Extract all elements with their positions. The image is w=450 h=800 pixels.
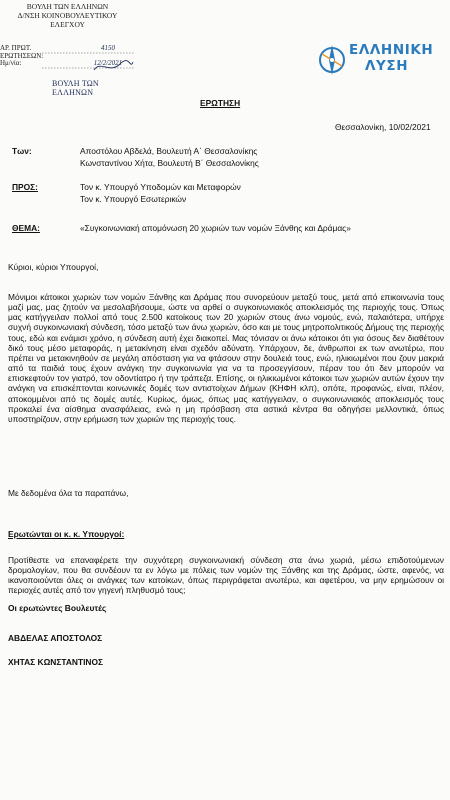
question-paragraph <box>8 555 444 596</box>
signer-1: ΑΒΔΕΛΑΣ ΑΠΟΣΤΟΛΟΣ <box>8 633 103 643</box>
signers-header: Οι ερωτώντες Βουλευτές <box>8 603 107 613</box>
stamp-org-line2: Δ/ΝΣΗ ΚΟΙΝΟΒΟΥΛΕΥΤΙΚΟΥ ΕΛΕΓΧΟΥ <box>17 11 118 29</box>
body-text: Μόνιμοι κάτοικοι χωριών των νομών Ξάνθης και Δράμας που συνορεύουν μεταξύ τους, μετά από επικοινωνία τους μαζί μας, μας ζητούν να μεσολαβήσουμε, ώστε να αρθεί ο συγκοινωνιακός αποκλεισμός της περιοχής τους. Όπως μας κατήγγειλαν πολλοί από τους 2.500 κατοίκους των 20 χωριών στους άνω νομούς, ενώ, παλαιότερα, υπήρχε συχνή συγκοινωνιακή σύνδεση, τόσο μεταξύ των άνω χωριών, όσο και με τους μητροπολιτικούς Δήμους της περιοχής τους, εδώ και ενάμισι χρόνο, η σύνδεση αυτή έχει διακοπεί. Μας τόνισαν οι άνω κάτοικοι ότι για όσους δεν διαθέτουν δικό τους μέσο μεταφοράς, η μετακίνηση είναι σχεδόν αδύνατη. Υπάρχουν, δε, άνθρωποι εκ των ανωτέρω, που πρέπει να μετακινηθούν σε μεγάλη απόσταση για να φτάσουν στην δουλειά τους, ενώ, ηλικιωμένοι που ζουν μακριά από τα παιδιά τους έχουν ανάγκη την συγκοινωνία για να τα προσεγγίσουν, πέραν του ότι δεν μπορούν να επισκεφτούν τον γιατρό, τον οδοντίατρο ή την τράπεζα. Επίσης, οι ηλικιωμένοι κάτοικοι των χωριών αυτών έχουν την ανάγκη να επισκέπτονται κοινωνικές δομές των αντιστοίχων Δήμων (ΚΗΦΗ κλπ), οπότε, προφανώς, είναι, πλέον, αποκομμένοι από τις δομές αυτές. Κυρίως, όμως, όπως μας κατήγγειλαν, ο συγκοινωνιακός αποκλεισμός τους προκαλεί ένα αίσθημα ανασφάλειας, ενώ η μη πρόσβαση στα αστικά κέντρα θα οδηγήσει μελλοντικά, όπως υποστηρίζουν, στην ερήμωση των χωριών της περιοχής τους. <box>8 292 444 424</box>
signer-2: ΧΗΤΑΣ ΚΩΝΣΤΑΝΤΙΝΟΣ <box>8 657 103 667</box>
given-line: Με δεδομένα όλα τα παραπάνω, <box>8 488 129 498</box>
to-line-2: Τον κ. Υπουργό Εσωτερικών <box>80 194 187 204</box>
protocol-stamp <box>0 2 135 97</box>
stamp-seal-text: ΒΟΥΛΗ ΤΩΝ ΕΛΛΗΝΩΝ <box>52 79 99 97</box>
party-logo <box>318 40 446 82</box>
stamp-protocol-number: 4150 <box>101 44 115 52</box>
stamp-date-label: Ημ/νία: <box>0 59 22 67</box>
compass-icon <box>318 40 348 80</box>
question-text: Προτίθεστε να επαναφέρετε την συχνότερη συγκοινωνιακή σύνδεση στα άνω χωριά, μέσω επιδοτούμενων δρομολογίων, που θα συνδέουν τα εν λόγω με πόλεις των νομών της Ξάνθης και της Δράμας, ώστε, αφενός, να ικανοποιούνται όλες οι ανάγκες των κατοίκων, όπως περιγράφεται ανωτέρω, και αφετέρου, να μην ερημώσουν οι περιοχές αυτές από τον γηγενή πληθυσμό τους; <box>8 555 444 596</box>
to-label: ΠΡΟΣ: <box>12 182 38 192</box>
body-paragraph <box>8 292 444 424</box>
from-line-1: Αποστόλου Αβδελά, Βουλευτή Α΄ Θεσσαλονίκης <box>80 146 258 156</box>
from-label: Των: <box>12 146 32 156</box>
document-title: ΕΡΩΤΗΣΗ <box>200 98 241 108</box>
logo-line2: ΛΥΣΗ <box>365 58 409 74</box>
stamp-protocol-label: ΑΡ. ΠΡΩΤ. ΕΡΩΤΗΣΕΩΝ: <box>0 44 44 60</box>
stamp-org-line1: ΒΟΥΛΗ ΤΩΝ ΕΛΛΗΝΩΝ <box>26 2 109 11</box>
subject-label: ΘΕΜΑ: <box>12 223 40 233</box>
stamp-lines-icon <box>40 40 135 76</box>
logo-line1: ΕΛΛΗΝΙΚΗ <box>349 42 434 58</box>
place-date: Θεσσαλονίκη, 10/02/2021 <box>335 122 431 132</box>
from-line-2: Κωνσταντίνου Χήτα, Βουλευτή Β΄ Θεσσαλονίκης <box>80 158 259 168</box>
question-header: Ερωτώνται οι κ. κ. Υπουργοί: <box>8 529 125 539</box>
subject-text: «Συγκοινωνιακή απομόνωση 20 χωριών των νομών Ξάνθης και Δράμας» <box>80 223 351 233</box>
stamp-date-value: 12/2/2021 <box>93 59 123 67</box>
greeting: Κύριοι, κύριοι Υπουργοί, <box>8 262 99 272</box>
to-line-1: Τον κ. Υπουργό Υποδομών και Μεταφορών <box>80 182 241 192</box>
